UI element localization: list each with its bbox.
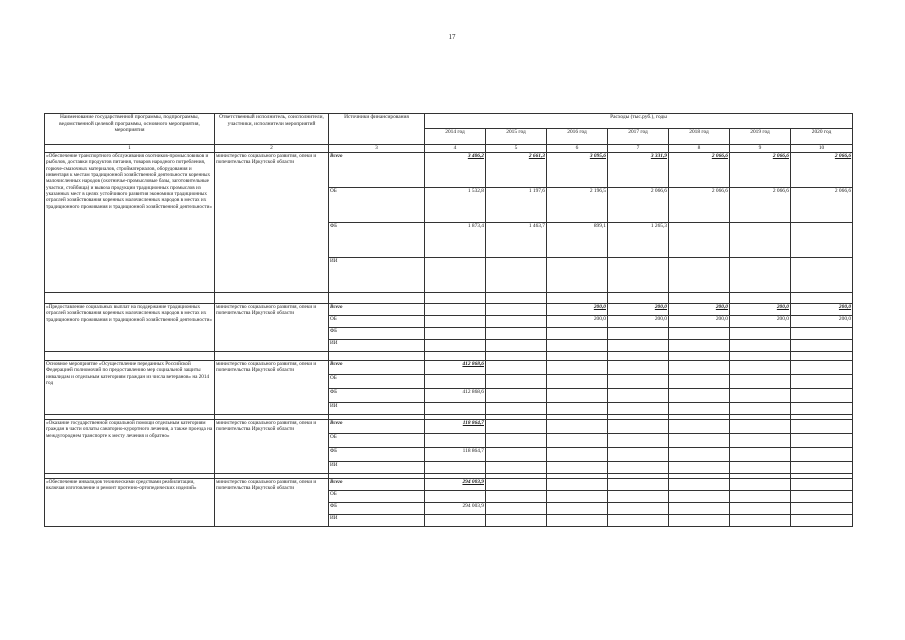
funding-source: ИИ bbox=[329, 340, 425, 352]
expense-value: 200,0 bbox=[791, 304, 853, 316]
spacer-cell bbox=[486, 293, 547, 304]
funding-source: Всего bbox=[329, 479, 425, 491]
expense-value bbox=[547, 340, 608, 352]
expense-value bbox=[730, 258, 791, 293]
expense-value bbox=[791, 340, 853, 352]
funding-source: Всего bbox=[329, 304, 425, 316]
header-source: Источники финансирования bbox=[329, 114, 425, 145]
expense-value bbox=[791, 223, 853, 258]
expense-value: 294 003,9 bbox=[425, 503, 486, 515]
expense-value bbox=[730, 223, 791, 258]
table-row bbox=[45, 153, 853, 188]
spacer-cell bbox=[215, 293, 329, 304]
expense-value bbox=[730, 462, 791, 474]
measure-name: Основное мероприятие «Осуществление переданных Российской Федерацией полномочий по предоставлению мер социальной защиты инвалидам и отдельным категориям граждан из числа ветеранов» на 2014 год bbox=[45, 361, 215, 415]
funding-source: ИИ bbox=[329, 258, 425, 293]
expense-value bbox=[608, 328, 669, 340]
expense-value bbox=[730, 328, 791, 340]
expense-value: 200,0 bbox=[608, 304, 669, 316]
expense-value bbox=[791, 361, 853, 375]
expense-value bbox=[547, 361, 608, 375]
spacer-cell bbox=[215, 352, 329, 361]
expense-value bbox=[608, 462, 669, 474]
expense-value: 1 532,8 bbox=[425, 188, 486, 223]
expense-value: 2 066,6 bbox=[730, 153, 791, 188]
expense-value bbox=[608, 361, 669, 375]
expense-value: 1 265,3 bbox=[608, 223, 669, 258]
expense-value: 200,0 bbox=[547, 304, 608, 316]
expense-value bbox=[547, 434, 608, 448]
expense-value bbox=[730, 340, 791, 352]
funding-source: ОБ bbox=[329, 188, 425, 223]
expense-value: 2 066,6 bbox=[791, 153, 853, 188]
expense-value bbox=[791, 491, 853, 503]
expense-value bbox=[791, 375, 853, 389]
expense-value bbox=[547, 258, 608, 293]
header-expenses: Расходы (тыс.руб.), годы bbox=[425, 114, 853, 129]
table-row bbox=[45, 420, 853, 434]
expense-value bbox=[486, 515, 547, 527]
funding-source: ОБ bbox=[329, 491, 425, 503]
expense-value bbox=[791, 403, 853, 415]
expense-value: 1 463,7 bbox=[486, 223, 547, 258]
expense-value bbox=[669, 434, 730, 448]
funding-source: ФБ bbox=[329, 389, 425, 403]
measure-name: «Обеспечение транспортного обслуживания охотников-промысловиков и рыболов, доставки продуктов питания, товаров народного потребления, горюче-смазочных материалов, стройматериалов, оборудования и инвентаря к местам традиционной хозяйственной деятельности коренных малочисленных народов (охотничье-промысловые базы, заготовительные участки, стойбища) и вывоза продукции традиционных промыслов из указанных мест в целях устойчивого развития экономики традиционных отраслей хозяйствования коренных малочисленных народов в местах их традиционного проживания и традиционной хозяйственной деятельности» bbox=[45, 153, 215, 293]
expense-value: 2 066,6 bbox=[608, 188, 669, 223]
header-executor: Ответственный исполнитель, соисполнители, участники, исполнители мероприятий bbox=[215, 114, 329, 145]
column-number: 7 bbox=[608, 145, 669, 153]
expense-value: 118 864,7 bbox=[425, 420, 486, 434]
expense-value bbox=[425, 403, 486, 415]
expense-value: 899,1 bbox=[547, 223, 608, 258]
expense-value: 2 661,3 bbox=[486, 153, 547, 188]
expense-value bbox=[730, 375, 791, 389]
funding-source: ИИ bbox=[329, 462, 425, 474]
expense-value bbox=[486, 491, 547, 503]
funding-source: Всего bbox=[329, 361, 425, 375]
expense-value: 1 197,6 bbox=[486, 188, 547, 223]
column-number: 9 bbox=[730, 145, 791, 153]
spacer-cell bbox=[608, 293, 669, 304]
expense-value bbox=[486, 503, 547, 515]
expense-value bbox=[608, 479, 669, 491]
header-year: 2015 год bbox=[486, 129, 547, 145]
expense-value bbox=[608, 503, 669, 515]
expense-value: 200,0 bbox=[547, 316, 608, 328]
expense-value bbox=[669, 462, 730, 474]
expense-value bbox=[425, 304, 486, 316]
spacer-cell bbox=[547, 352, 608, 361]
expense-value bbox=[486, 420, 547, 434]
expense-value bbox=[547, 375, 608, 389]
expense-value bbox=[608, 375, 669, 389]
expense-value bbox=[486, 258, 547, 293]
expense-value bbox=[669, 503, 730, 515]
funding-source: ИИ bbox=[329, 403, 425, 415]
expense-value bbox=[547, 503, 608, 515]
expense-value bbox=[669, 448, 730, 462]
expense-value bbox=[608, 420, 669, 434]
expense-value bbox=[669, 420, 730, 434]
funding-source: ФБ bbox=[329, 503, 425, 515]
expense-value bbox=[486, 389, 547, 403]
expense-value: 294 003,9 bbox=[425, 479, 486, 491]
expense-value bbox=[669, 258, 730, 293]
expense-value bbox=[730, 403, 791, 415]
expense-value bbox=[669, 328, 730, 340]
expense-value bbox=[791, 389, 853, 403]
funding-source: ФБ bbox=[329, 328, 425, 340]
expense-value bbox=[547, 515, 608, 527]
expense-value: 2 066,6 bbox=[791, 188, 853, 223]
expense-value bbox=[486, 328, 547, 340]
expense-value bbox=[791, 462, 853, 474]
expense-value bbox=[669, 375, 730, 389]
expense-value bbox=[547, 389, 608, 403]
expense-value bbox=[730, 503, 791, 515]
expense-value bbox=[608, 515, 669, 527]
funding-source: Всего bbox=[329, 420, 425, 434]
expense-value: 3 406,2 bbox=[425, 153, 486, 188]
expense-value: 118 864,7 bbox=[425, 448, 486, 462]
column-number: 2 bbox=[215, 145, 329, 153]
expense-value: 200,0 bbox=[608, 316, 669, 328]
spacer-cell bbox=[425, 352, 486, 361]
expense-value bbox=[486, 340, 547, 352]
expense-value: 3 095,6 bbox=[547, 153, 608, 188]
header-year: 2019 год bbox=[730, 129, 791, 145]
expense-value bbox=[608, 448, 669, 462]
expense-value bbox=[791, 479, 853, 491]
expense-value bbox=[425, 258, 486, 293]
expense-value bbox=[547, 328, 608, 340]
expense-value bbox=[486, 403, 547, 415]
spacer-cell bbox=[547, 293, 608, 304]
expense-value bbox=[669, 389, 730, 403]
spacer-cell bbox=[791, 293, 853, 304]
expense-value bbox=[486, 361, 547, 375]
funding-source: ФБ bbox=[329, 223, 425, 258]
expense-value bbox=[425, 434, 486, 448]
expense-value bbox=[791, 515, 853, 527]
column-number: 4 bbox=[425, 145, 486, 153]
measure-executor: министерство социального развития, опеки и попечительства Иркутской области bbox=[215, 361, 329, 415]
expense-value bbox=[547, 462, 608, 474]
column-number: 8 bbox=[669, 145, 730, 153]
expense-value bbox=[608, 340, 669, 352]
expense-value bbox=[547, 403, 608, 415]
measure-name: «Обеспечение инвалидов техническими средствами реабилитации, включая изготовление и ремонт протезно-ортопедических изделий» bbox=[45, 479, 215, 527]
expense-value bbox=[425, 515, 486, 527]
expense-value bbox=[669, 479, 730, 491]
spacer-cell bbox=[791, 352, 853, 361]
expense-value bbox=[425, 375, 486, 389]
expense-value bbox=[486, 479, 547, 491]
expense-value bbox=[425, 316, 486, 328]
expense-value bbox=[669, 515, 730, 527]
expense-value bbox=[486, 375, 547, 389]
expense-value: 200,0 bbox=[730, 316, 791, 328]
expense-value bbox=[791, 328, 853, 340]
expense-value: 412 868,6 bbox=[425, 361, 486, 375]
measure-executor: министерство социального развития, опеки и попечительства Иркутской области bbox=[215, 420, 329, 474]
spacer-cell bbox=[425, 293, 486, 304]
expense-value bbox=[608, 491, 669, 503]
spacer-cell bbox=[730, 293, 791, 304]
expense-value bbox=[547, 448, 608, 462]
header-year: 2020 год bbox=[791, 129, 853, 145]
spacer-cell bbox=[669, 293, 730, 304]
expense-value bbox=[547, 479, 608, 491]
expense-value bbox=[425, 340, 486, 352]
expense-value bbox=[730, 448, 791, 462]
measure-executor: министерство социального развития, опеки и попечительства Иркутской области bbox=[215, 153, 329, 293]
measure-name: «Предоставление социальных выплат на поддержание традиционных отраслей хозяйствования коренных малочисленных народов в местах их традиционного проживания и традиционной хозяйственной деятельности» bbox=[45, 304, 215, 352]
section-spacer bbox=[45, 352, 853, 361]
expense-value bbox=[486, 316, 547, 328]
expense-value bbox=[730, 434, 791, 448]
expense-value bbox=[669, 491, 730, 503]
expense-value: 2 196,5 bbox=[547, 188, 608, 223]
expense-value: 2 066,6 bbox=[669, 153, 730, 188]
expense-value bbox=[608, 258, 669, 293]
spacer-cell bbox=[45, 352, 215, 361]
expense-value bbox=[669, 403, 730, 415]
expense-value bbox=[547, 491, 608, 503]
column-number: 1 bbox=[45, 145, 215, 153]
expense-value bbox=[669, 223, 730, 258]
expense-value bbox=[486, 462, 547, 474]
expense-value bbox=[730, 389, 791, 403]
expense-value bbox=[791, 503, 853, 515]
measure-name: «Оказание государственной социальной помощи отдельным категориям граждан в части оплаты санаторно-курортного лечения, а также проезда на междугороднем транспорте к месту лечения и обратно» bbox=[45, 420, 215, 474]
expense-value bbox=[547, 420, 608, 434]
expense-value: 412 868,6 bbox=[425, 389, 486, 403]
header-year: 2017 год bbox=[608, 129, 669, 145]
expense-value bbox=[791, 448, 853, 462]
expense-value bbox=[730, 361, 791, 375]
expense-value: 200,0 bbox=[730, 304, 791, 316]
funding-source: ИИ bbox=[329, 515, 425, 527]
expense-value bbox=[608, 434, 669, 448]
expense-value bbox=[730, 491, 791, 503]
expense-value: 1 873,4 bbox=[425, 223, 486, 258]
expense-value: 2 066,6 bbox=[669, 188, 730, 223]
funding-source: ОБ bbox=[329, 434, 425, 448]
expense-value bbox=[730, 420, 791, 434]
table-row bbox=[45, 304, 853, 316]
column-number: 5 bbox=[486, 145, 547, 153]
funding-source: ФБ bbox=[329, 448, 425, 462]
expense-value: 200,0 bbox=[669, 316, 730, 328]
header-year: 2018 год bbox=[669, 129, 730, 145]
funding-source: ОБ bbox=[329, 375, 425, 389]
measure-executor: министерство социального развития, опеки и попечительства Иркутской области bbox=[215, 304, 329, 352]
budget-table bbox=[44, 113, 853, 527]
page-number: 17 bbox=[448, 33, 456, 41]
funding-source: Всего bbox=[329, 153, 425, 188]
funding-source: ОБ bbox=[329, 316, 425, 328]
spacer-cell bbox=[329, 293, 425, 304]
column-number: 3 bbox=[329, 145, 425, 153]
spacer-cell bbox=[730, 352, 791, 361]
header-year: 2016 год bbox=[547, 129, 608, 145]
expense-value: 2 066,6 bbox=[730, 188, 791, 223]
spacer-cell bbox=[45, 293, 215, 304]
expense-value bbox=[486, 448, 547, 462]
spacer-cell bbox=[669, 352, 730, 361]
expense-value bbox=[486, 434, 547, 448]
expense-value bbox=[730, 515, 791, 527]
expense-value bbox=[425, 491, 486, 503]
measure-executor: министерство социального развития, опеки и попечительства Иркутской области bbox=[215, 479, 329, 527]
spacer-cell bbox=[486, 352, 547, 361]
spacer-cell bbox=[329, 352, 425, 361]
expense-value: 200,0 bbox=[791, 316, 853, 328]
expense-value: 200,0 bbox=[669, 304, 730, 316]
expense-value bbox=[791, 420, 853, 434]
expense-value bbox=[425, 328, 486, 340]
expense-value: 3 331,9 bbox=[608, 153, 669, 188]
column-number: 6 bbox=[547, 145, 608, 153]
expense-value bbox=[608, 403, 669, 415]
header-year: 2014 год bbox=[425, 129, 486, 145]
expense-value bbox=[669, 361, 730, 375]
expense-value bbox=[486, 304, 547, 316]
spacer-cell bbox=[608, 352, 669, 361]
column-number: 10 bbox=[791, 145, 853, 153]
expense-value bbox=[791, 258, 853, 293]
table-row bbox=[45, 361, 853, 375]
expense-value bbox=[730, 479, 791, 491]
expense-value bbox=[669, 340, 730, 352]
section-spacer bbox=[45, 293, 853, 304]
expense-value bbox=[791, 434, 853, 448]
expense-value bbox=[608, 389, 669, 403]
header-name: Наименование государственной программы, подпрограммы, ведомственной целевой программы, основного мероприятия, мероприятия bbox=[45, 114, 215, 145]
table-row bbox=[45, 479, 853, 491]
expense-value bbox=[425, 462, 486, 474]
